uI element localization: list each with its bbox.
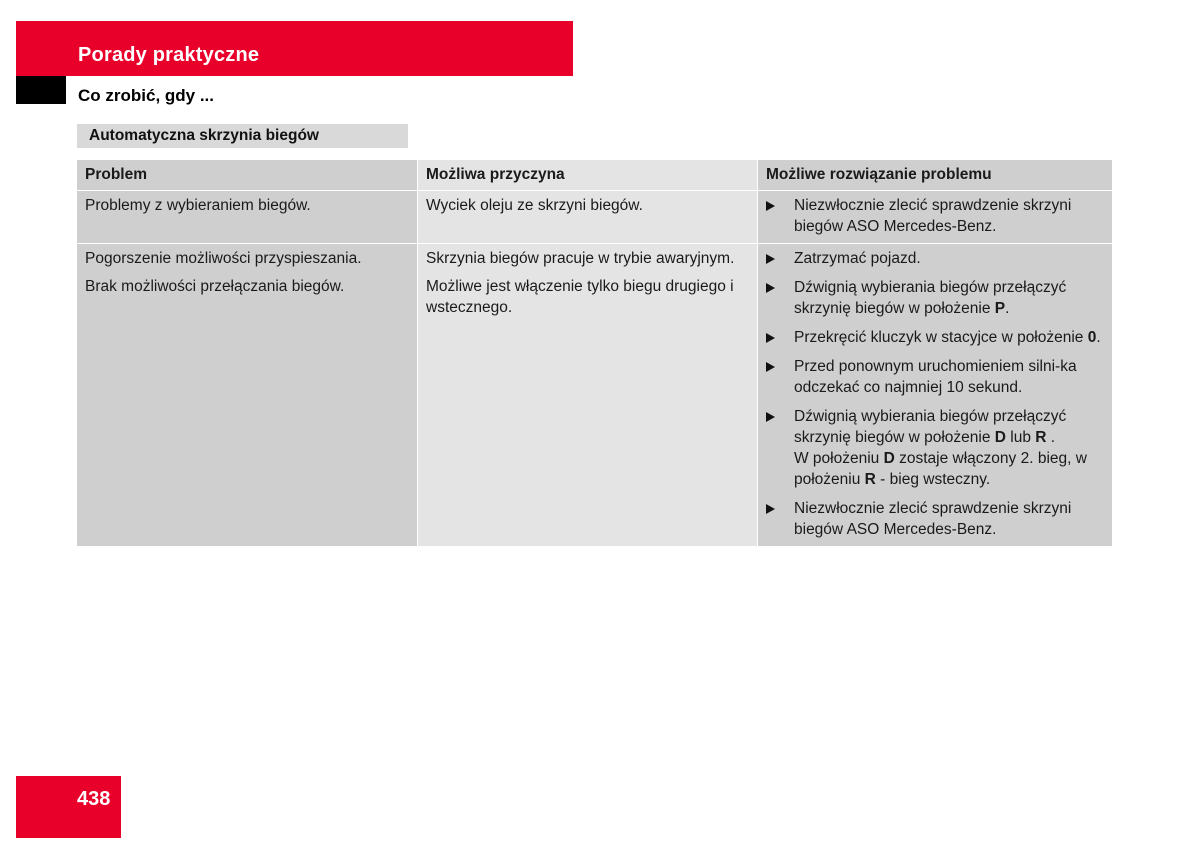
- cause-text: Możliwe jest włączenie tylko biegu drugiego i wstecznego.: [426, 278, 734, 316]
- cause-text: Wyciek oleju ze skrzyni biegów.: [426, 197, 643, 214]
- bullet-arrow-icon: [766, 362, 775, 372]
- bullet-arrow-icon: [766, 412, 775, 422]
- section-subtitle: Co zrobić, gdy ...: [78, 86, 215, 105]
- solution-step: Dźwignią wybierania biegów przełączyć skrzynię biegów w położenie P.: [766, 277, 1104, 319]
- page-number-box: [16, 776, 121, 838]
- solution-step: Przekręcić kluczyk w stacyjce w położenie 0.: [766, 327, 1104, 348]
- bullet-arrow-icon: [766, 333, 775, 343]
- table-cell-solution: [757, 190, 1112, 243]
- solution-step: Zatrzymać pojazd.: [766, 248, 1104, 269]
- problem-text: Pogorszenie możliwości przyspieszania.: [85, 250, 362, 267]
- table-section-label-text: Automatyczna skrzynia biegów: [89, 127, 319, 144]
- table-cell-solution: [757, 243, 1112, 546]
- troubleshooting-table: [77, 160, 1112, 546]
- chapter-title: Porady praktyczne: [78, 44, 260, 66]
- cause-text: Skrzynia biegów pracuje w trybie awaryjnym.: [426, 250, 735, 267]
- bullet-arrow-icon: [766, 504, 775, 514]
- bullet-arrow-icon: [766, 283, 775, 293]
- column-header-problem: Problem: [77, 160, 417, 190]
- bullet-arrow-icon: [766, 201, 775, 211]
- chapter-header: [16, 21, 573, 76]
- problem-text: Problemy z wybieraniem biegów.: [85, 197, 311, 214]
- column-header-solution: Możliwe rozwiązanie problemu: [757, 160, 1112, 190]
- problem-text: Brak możliwości przełączania biegów.: [85, 278, 345, 295]
- table-section-label: [77, 124, 408, 148]
- table-cell-cause: [417, 190, 757, 243]
- table-cell-problem: [77, 190, 417, 243]
- solution-note: W położeniu D zostaje włączony 2. bieg, w położeniu R - bieg wsteczny.: [794, 450, 1087, 488]
- solution-step: Niezwłocznie zlecić sprawdzenie skrzyni biegów ASO Mercedes-Benz.: [766, 195, 1104, 237]
- bullet-arrow-icon: [766, 254, 775, 264]
- solution-step: Przed ponownym uruchomieniem silni-ka odczekać co najmniej 10 sekund.: [766, 356, 1104, 398]
- solution-step: Dźwignią wybierania biegów przełączyć skrzynię biegów w położenie D lub R .: [766, 406, 1104, 448]
- page-number: 438: [77, 788, 111, 810]
- column-header-cause: Możliwa przyczyna: [417, 160, 757, 190]
- table-cell-problem: [77, 243, 417, 546]
- solution-step: Niezwłocznie zlecić sprawdzenie skrzyni biegów ASO Mercedes-Benz.: [766, 498, 1104, 540]
- header-marker: [16, 76, 66, 104]
- table-cell-cause: [417, 243, 757, 546]
